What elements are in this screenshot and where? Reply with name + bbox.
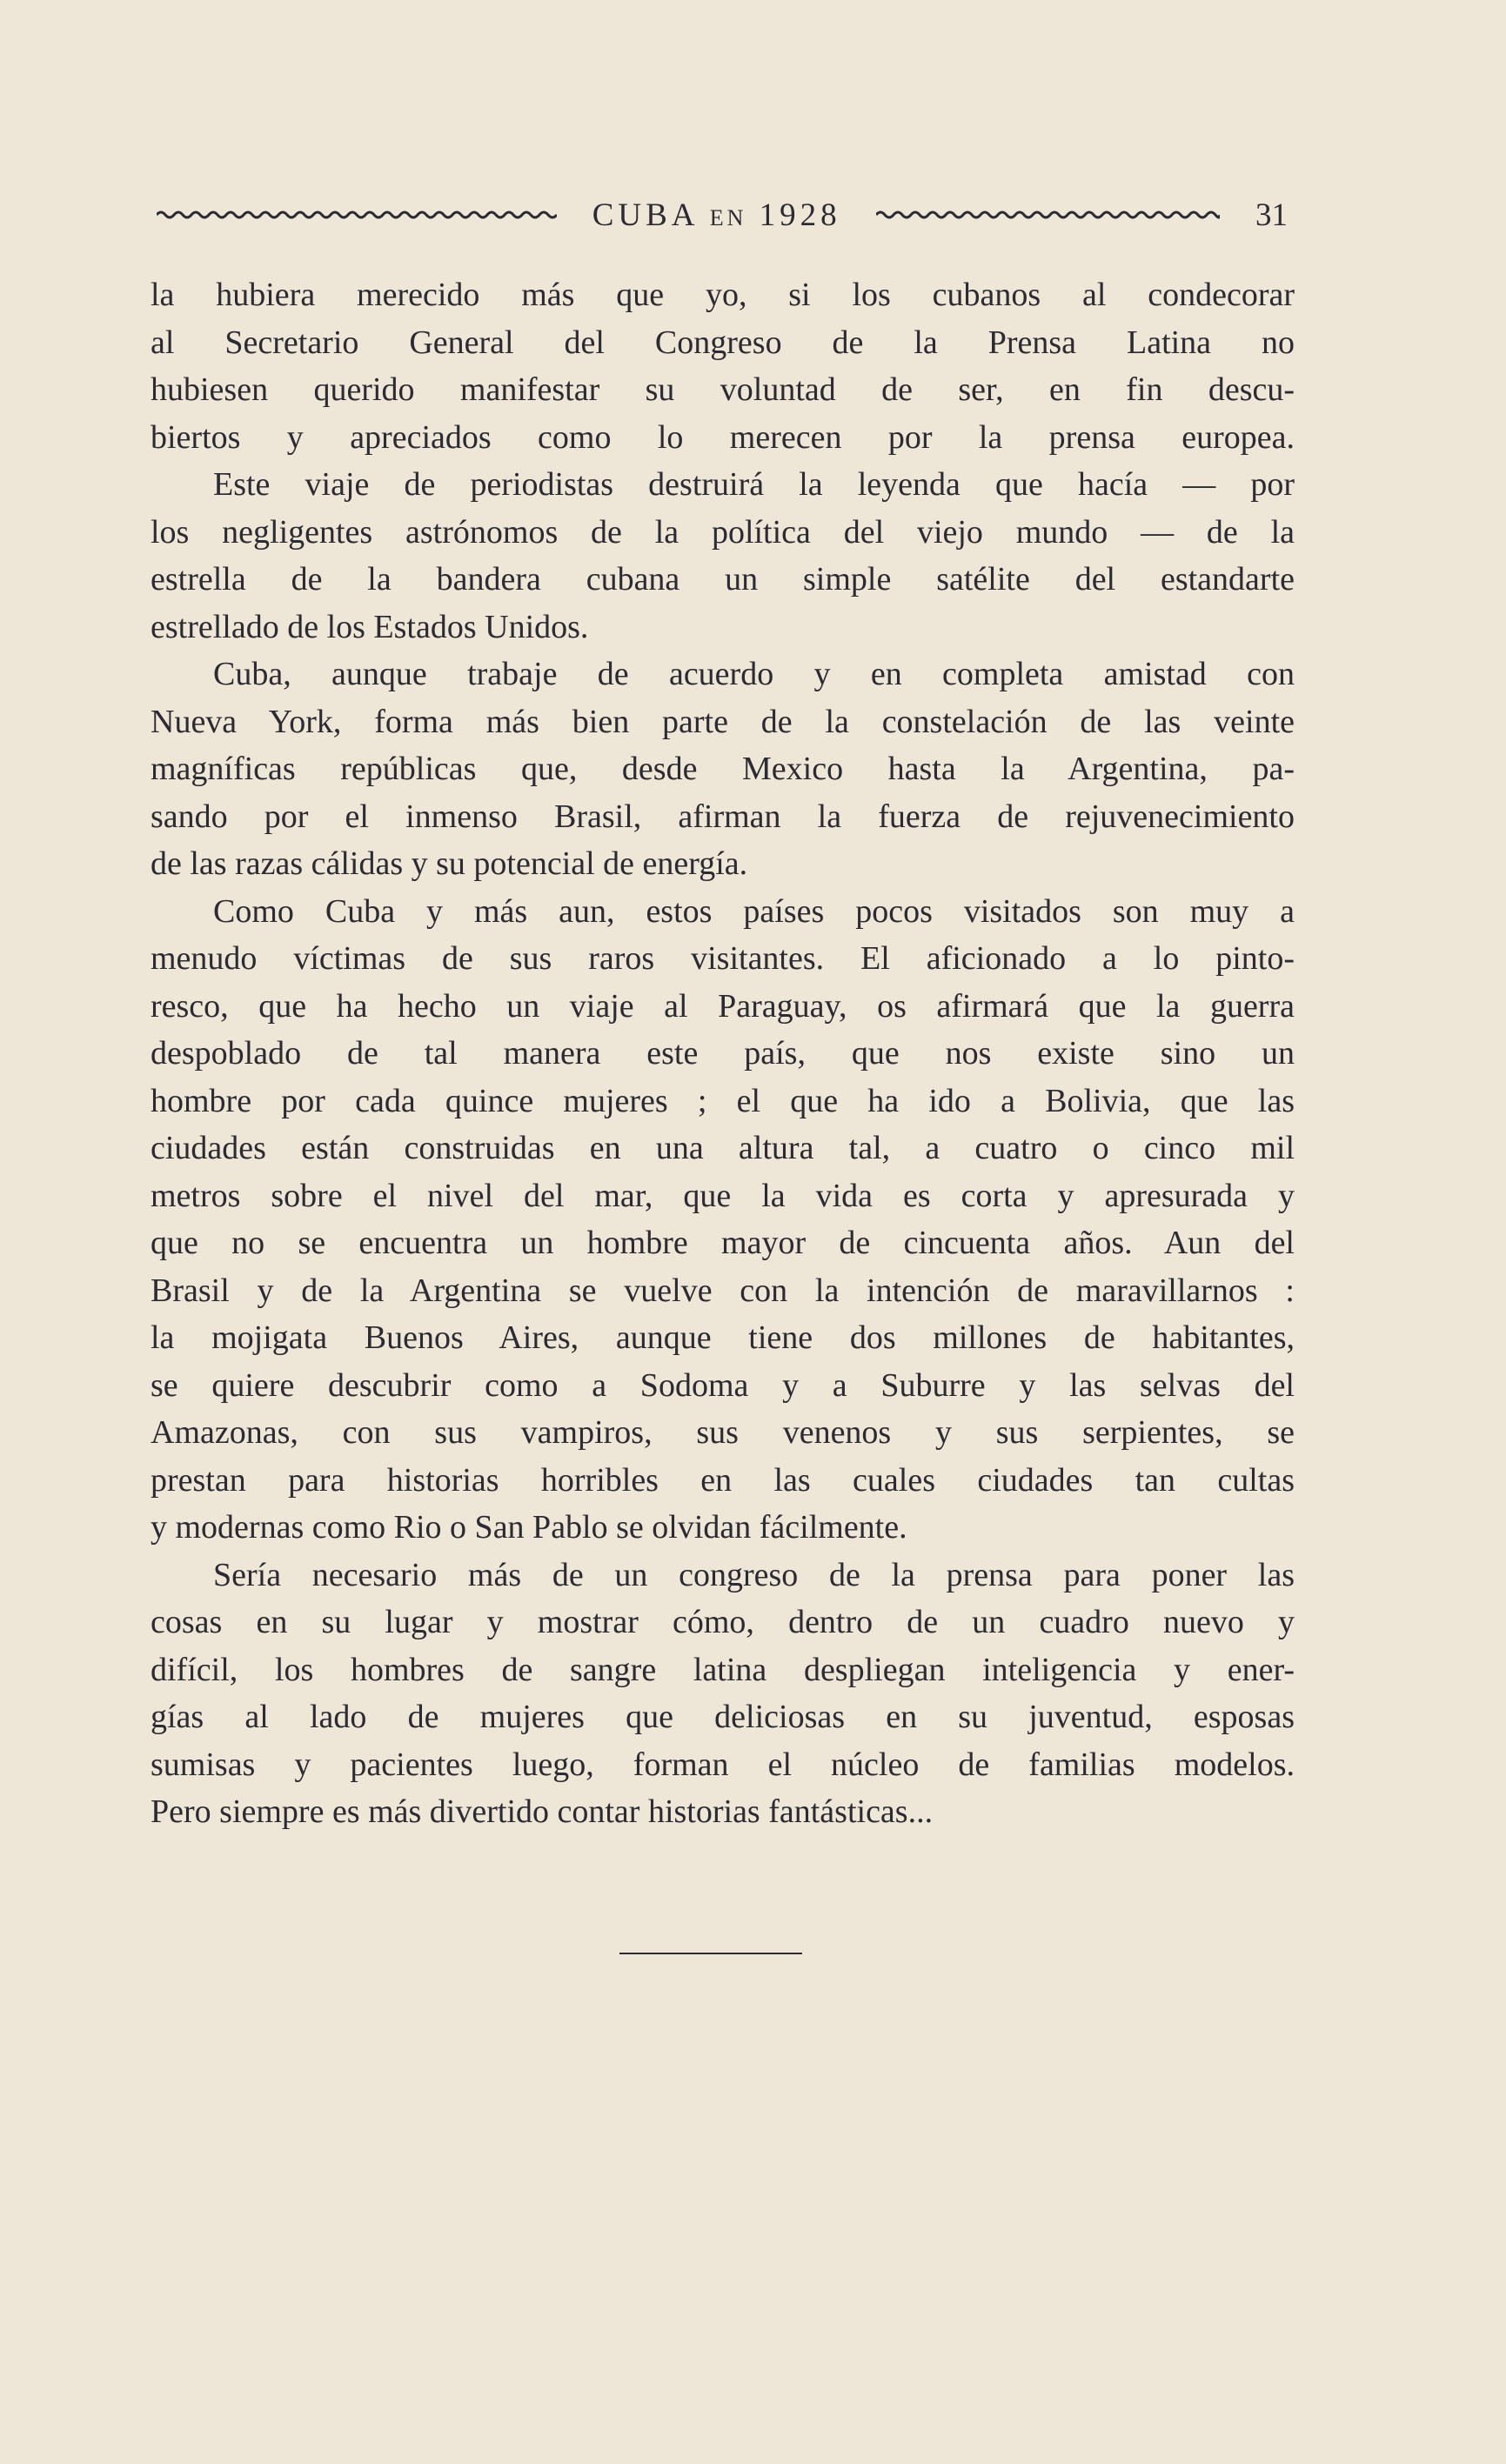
text-line: hombre por cada quince mujeres ; el que ha ido a Bolivia, que las — [151, 1082, 1295, 1119]
text-line: cosas en su lugar y mostrar cómo, dentro de un cuadro nuevo y — [151, 1604, 1295, 1640]
wavy-ornament-right — [876, 208, 1220, 222]
running-title-main: CUBA — [592, 197, 698, 233]
text-line: Cuba, aunque trabaje de acuerdo y en completa amistad con — [213, 656, 1295, 692]
text-line: los negligentes astrónomos de la política del viejo mundo — de la — [151, 513, 1295, 551]
text-line: sando por el inmenso Brasil, afirman la fuerza de rejuvenecimiento — [151, 798, 1295, 835]
text-line: Amazonas, con sus vampiros, sus venenos y sus serpientes, se — [151, 1414, 1295, 1451]
text-line: de las razas cálidas y su potencial de energía. — [151, 845, 748, 882]
text-line: sumisas y pacientes luego, forman el núcleo de familias modelos. — [151, 1746, 1295, 1783]
text-line: difícil, los hombres de sangre latina despliegan inteligencia y ener- — [151, 1651, 1295, 1688]
text-line: metros sobre el nivel del mar, que la vida es corta y apresurada y — [151, 1177, 1295, 1214]
text-line: biertos y apreciados como lo merecen por la prensa europea. — [151, 418, 1295, 456]
text-line: Como Cuba y más aun, estos países pocos visitados son muy a — [213, 892, 1295, 930]
text-line: se quiere descubrir como a Sodoma y a Suburre y las selvas del — [151, 1366, 1295, 1404]
text-line: Brasil y de la Argentina se vuelve con la intención de maravillarnos : — [151, 1272, 1295, 1309]
text-line: ciudades están construidas en una altura tal, a cuatro o cinco mil — [151, 1130, 1295, 1166]
page-number: 31 — [1255, 197, 1288, 233]
text-line: Este viaje de periodistas destruirá la leyenda que hacía — por — [213, 466, 1295, 503]
text-line: la mojigata Buenos Aires, aunque tiene dos millones de habitantes, — [151, 1319, 1295, 1356]
text-line: la hubiera merecido más que yo, si los cubanos al condecorar — [151, 277, 1295, 313]
running-title-year: 1928 — [759, 197, 841, 233]
running-title-preposition: EN — [709, 204, 747, 230]
text-line: hubiesen querido manifestar su voluntad de ser, en fin descu- — [151, 371, 1295, 408]
text-line: magníficas repúblicas que, desde Mexico hasta la Argentina, pa- — [151, 751, 1295, 787]
text-line: y modernas como Rio o San Pablo se olvidan fácilmente. — [151, 1509, 907, 1546]
text-line: despoblado de tal manera este país, que nos existe sino un — [151, 1035, 1295, 1072]
text-line: Nueva York, forma más bien parte de la constelación de las veinte — [151, 703, 1295, 740]
text-line: Pero siempre es más divertido contar historias fantásticas... — [151, 1793, 934, 1830]
text-line: estrellado de los Estados Unidos. — [151, 608, 589, 645]
wavy-ornament-left — [157, 208, 557, 222]
text-line: estrella de la bandera cubana un simple satélite del estandarte — [151, 561, 1295, 598]
body-text — [151, 271, 1295, 1836]
running-title — [592, 199, 841, 231]
text-line: que no se encuentra un hombre mayor de cincuenta años. Aun del — [151, 1225, 1295, 1261]
closing-rule — [619, 1953, 802, 1954]
text-line: prestan para historias horribles en las cuales ciudades tan cultas — [151, 1461, 1295, 1499]
running-header — [157, 193, 1288, 237]
text-line: al Secretario General del Congreso de la Prensa Latina no — [151, 324, 1295, 361]
text-line: menudo víctimas de sus raros visitantes. El aficionado a lo pinto- — [151, 940, 1295, 977]
text-line: resco, que ha hecho un viaje al Paraguay, os afirmará que la guerra — [151, 987, 1295, 1025]
text-line: gías al lado de mujeres que deliciosas en su juventud, esposas — [151, 1699, 1295, 1735]
text-line: Sería necesario más de un congreso de la prensa para poner las — [213, 1556, 1295, 1593]
